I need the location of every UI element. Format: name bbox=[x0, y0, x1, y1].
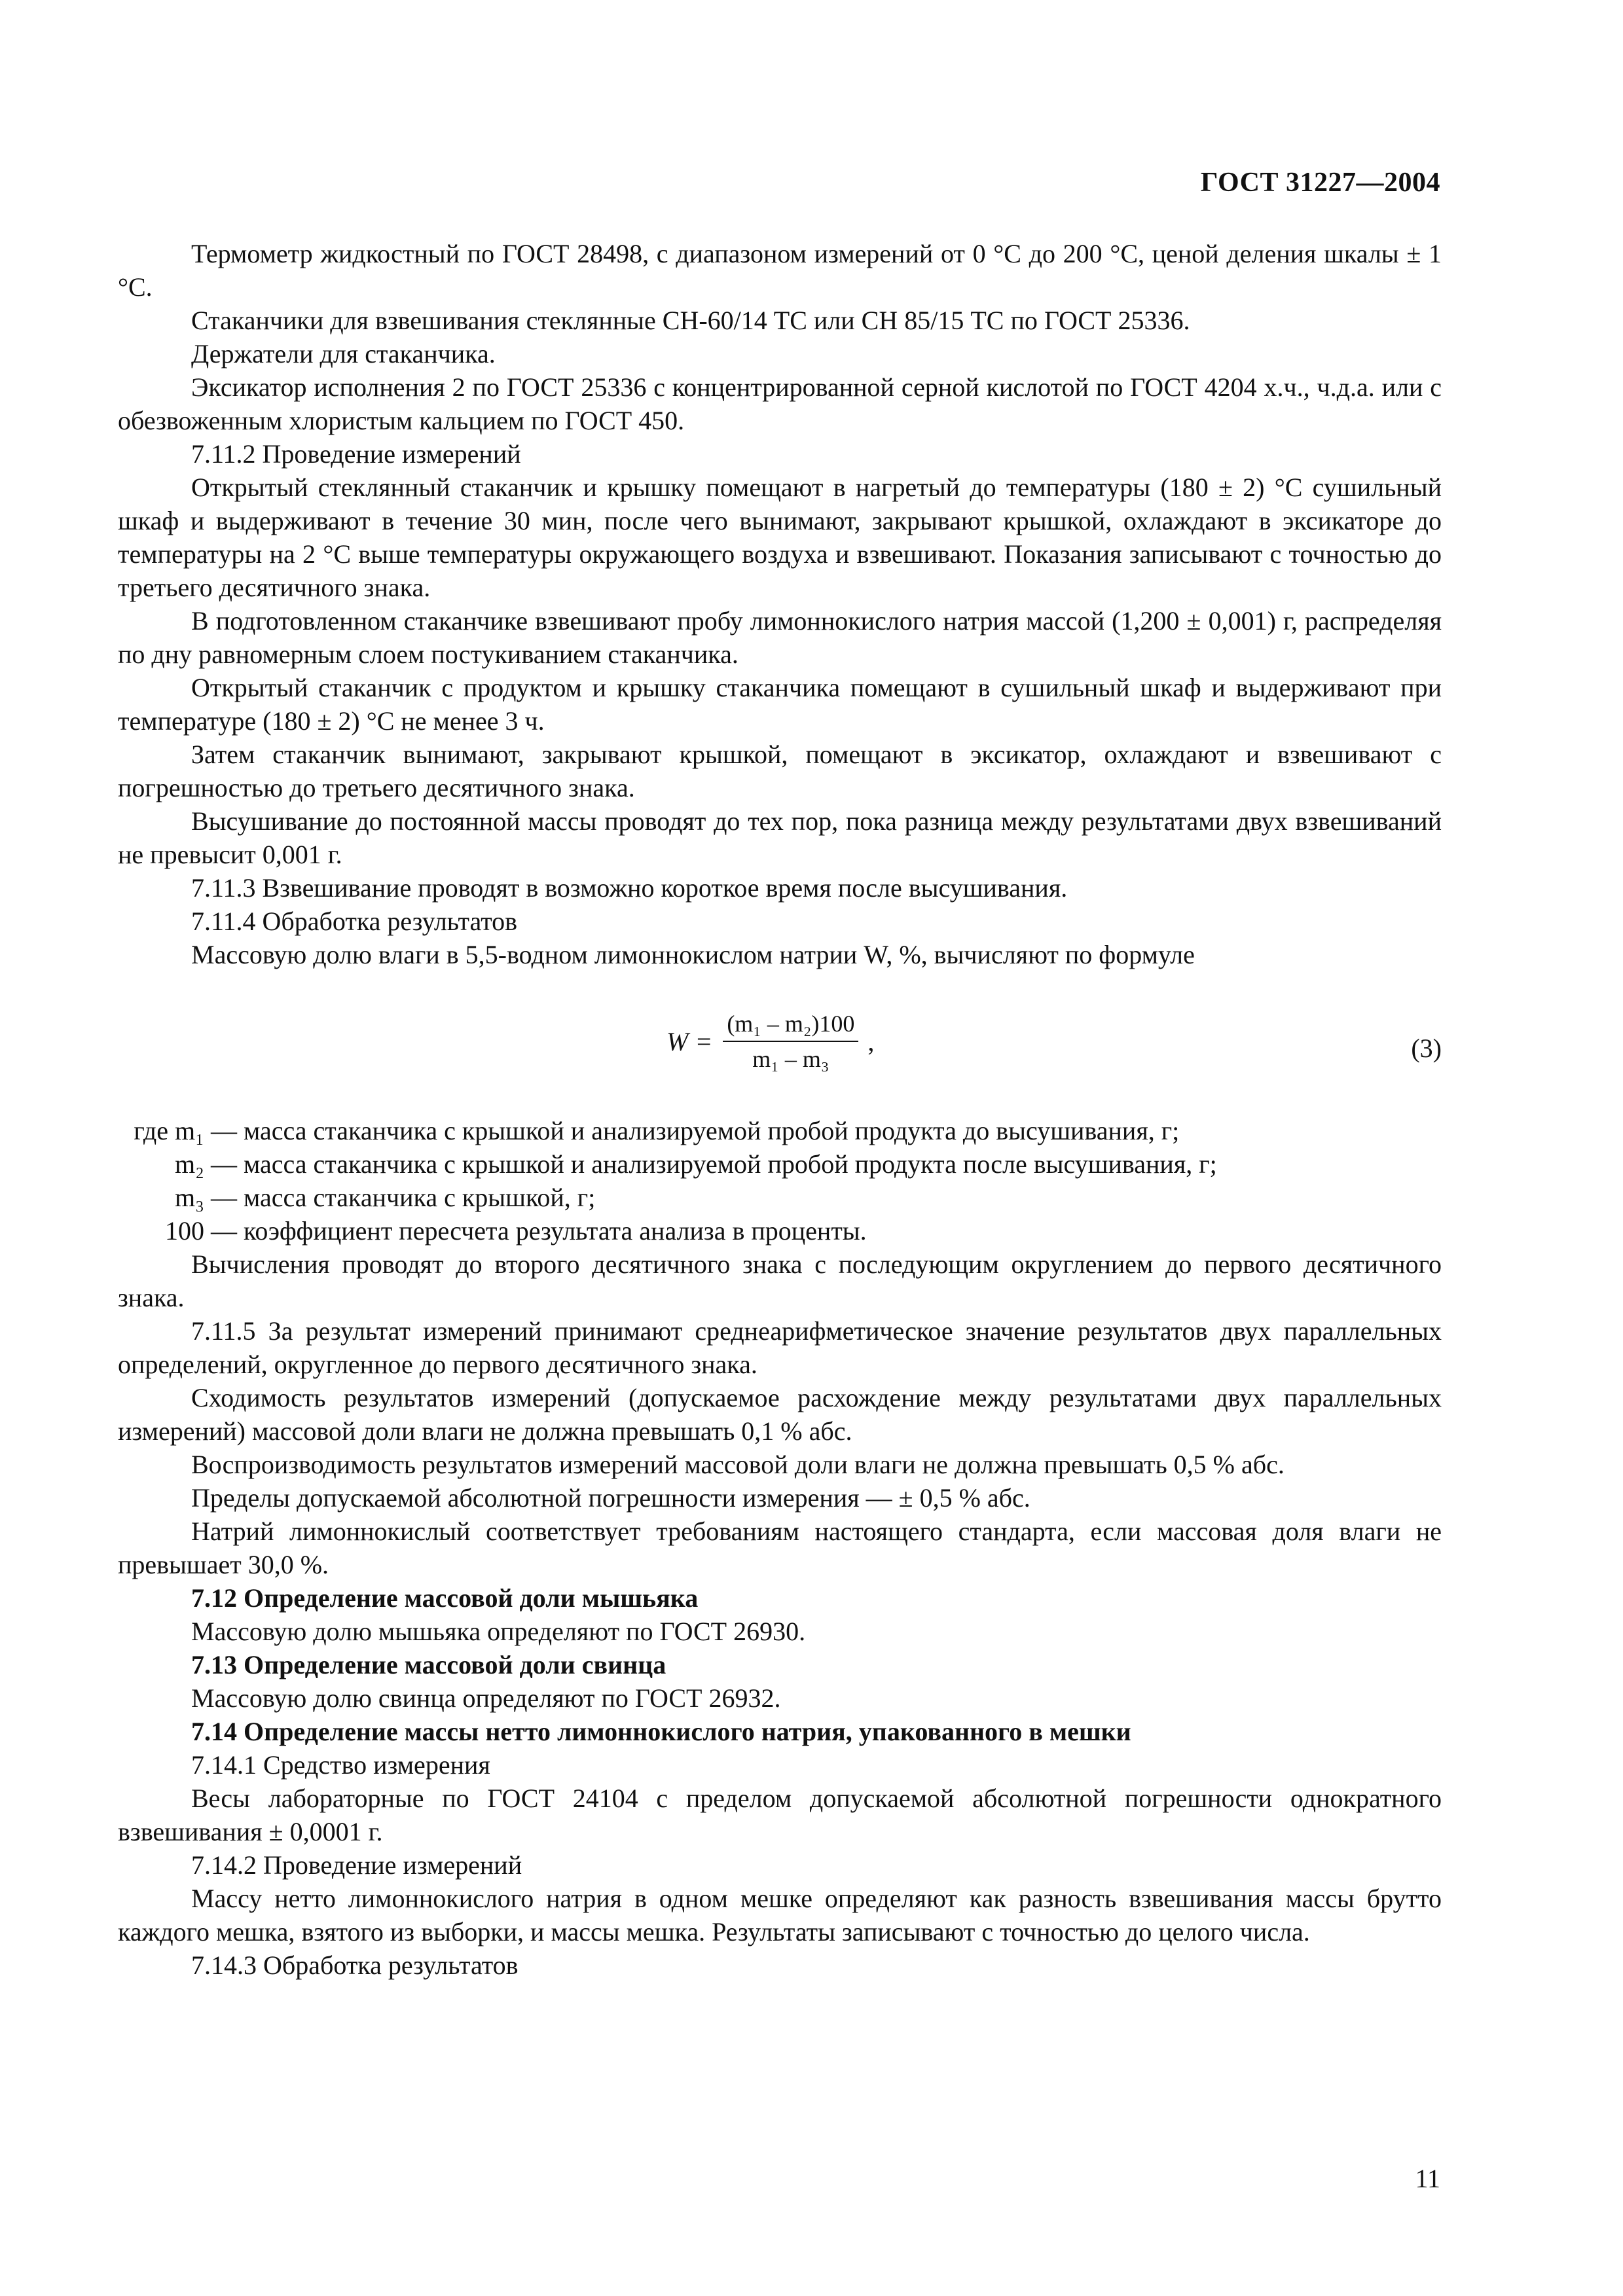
definition-row bbox=[118, 1214, 1442, 1247]
section-heading: 7.11.2 Проведение измерений bbox=[191, 439, 521, 469]
section-heading: 7.12 Определение массовой доли мышьяка bbox=[191, 1583, 699, 1613]
paragraph: 7.14.3 Обработка результатов bbox=[191, 1950, 519, 1980]
formula-block bbox=[118, 997, 1442, 1096]
paragraph: Сходимость результатов измерений (допускаемое расхождение между результатами двух параллельных измерений) массовой доли влаги не должна превышать 0,1 % абс. bbox=[118, 1383, 1442, 1446]
paragraph: Массовую долю влаги в 5,5-водном лимоннокислом натрии W, %, вычисляют по формуле bbox=[191, 940, 1195, 969]
formula-denominator: m₁ – m₃ bbox=[752, 1046, 830, 1072]
section-heading: 7.14 Определение массы нетто лимоннокислого натрия, упакованного в мешки bbox=[191, 1717, 1131, 1746]
formula-lhs: W = bbox=[666, 1026, 713, 1056]
paragraph: Затем стаканчик вынимают, закрывают крышкой, помещают в эксикатор, охлаждают и взвешивают с погрешностью до третьего десятичного знака. bbox=[118, 740, 1442, 802]
definition-row bbox=[118, 1147, 1442, 1181]
paragraph: Натрий лимоннокислый соответствует требованиям настоящего стандарта, если массовая доля влаги не превышает 30,0 %. bbox=[118, 1516, 1442, 1579]
variable-definitions bbox=[118, 1114, 1442, 1247]
section-heading: 7.13 Определение массовой доли свинца bbox=[191, 1650, 666, 1679]
formula-trailing: , bbox=[867, 1026, 875, 1056]
bottom-paragraphs bbox=[118, 1247, 1442, 1982]
paragraph: Массовую долю свинца определяют по ГОСТ 26932. bbox=[191, 1683, 781, 1713]
paragraph: Массовую долю мышьяка определяют по ГОСТ 26930. bbox=[191, 1617, 806, 1646]
paragraph: Открытый стеклянный стаканчик и крышку помещают в нагретый до температуры (180 ± 2) °С сушильный шкаф и выдерживают в течение 30 мин, после чего вынимают, закрывают крышкой, охлаждают в эксикаторе до температуры на 2 °С выше температуры окружающего воздуха и взвешивают. Показания записывают с точностью до третьего десятичного знака. bbox=[118, 473, 1442, 602]
definition-term: m₃ — bbox=[174, 1183, 237, 1212]
definition-text: коэффициент пересчета результата анализа в проценты. bbox=[244, 1216, 867, 1246]
paragraph: 7.11.5 За результат измерений принимают среднеарифметическое значение результатов двух параллельных определений, округленное до первого десятичного знака. bbox=[118, 1316, 1442, 1379]
formula-numerator: (m₁ – m₂)100 bbox=[723, 1009, 858, 1042]
paragraph: Вычисления проводят до второго десятичного знака с последующим округлением до первого десятичного знака. bbox=[118, 1249, 1442, 1312]
paragraph: Весы лабораторные по ГОСТ 24104 с пределом допускаемой абсолютной погрешности однократного взвешивания ± 0,0001 г. bbox=[118, 1784, 1442, 1846]
document-id-header: ГОСТ 31227—2004 bbox=[1200, 168, 1440, 198]
definition-row bbox=[118, 1114, 1442, 1147]
section-heading: 7.11.3 Взвешивание проводят в возможно короткое время после высушивания. bbox=[191, 873, 1068, 903]
paragraph: Воспроизводимость результатов измерений массовой доли влаги не должна превышать 0,5 % абс. bbox=[191, 1450, 1285, 1479]
paragraph: Открытый стаканчик с продуктом и крышку стаканчика помещают в сушильный шкаф и выдерживают при температуре (180 ± 2) °С не менее 3 ч. bbox=[118, 673, 1442, 736]
top-paragraphs bbox=[118, 237, 1442, 971]
paragraph: 7.14.1 Средство измерения bbox=[191, 1750, 490, 1780]
paragraph: Эксикатор исполнения 2 по ГОСТ 25336 с концентрированной серной кислотой по ГОСТ 4204 х.ч., ч.д.а. или с обезвоженным хлористым кальцием по ГОСТ 450. bbox=[118, 372, 1442, 435]
page-content bbox=[118, 237, 1442, 1982]
definition-term: где m₁ — bbox=[134, 1116, 237, 1145]
paragraph: Массу нетто лимоннокислого натрия в одном мешке определяют как разность взвешивания массы брутто каждого мешка, взятого из выборки, и массы мешка. Результаты записывают с точностью до целого числа. bbox=[118, 1884, 1442, 1946]
paragraph: Термометр жидкостный по ГОСТ 28498, с диапазоном измерений от 0 °С до 200 °С, ценой деления шкалы ± 1 °С. bbox=[118, 239, 1442, 302]
formula-equation bbox=[666, 1009, 874, 1073]
definition-term: m₂ — bbox=[174, 1149, 237, 1179]
paragraph: Пределы допускаемой абсолютной погрешности измерения — ± 0,5 % абс. bbox=[191, 1483, 1030, 1513]
paragraph: Держатели для стаканчика. bbox=[191, 339, 496, 368]
formula-number: (3) bbox=[1411, 1033, 1442, 1063]
definition-term: 100 — bbox=[165, 1216, 237, 1246]
paragraph: Стаканчики для взвешивания стеклянные СН-60/14 ТС или СН 85/15 ТС по ГОСТ 25336. bbox=[191, 306, 1190, 335]
paragraph: 7.14.2 Проведение измерений bbox=[191, 1850, 522, 1880]
formula-fraction bbox=[723, 1009, 858, 1073]
page-number: 11 bbox=[1415, 2164, 1440, 2193]
section-heading: 7.11.4 Обработка результатов bbox=[191, 906, 518, 936]
paragraph: В подготовленном стаканчике взвешивают пробу лимоннокислого натрия массой (1,200 ± 0,001) г, распределяя по дну равномерным слоем постукиванием стаканчика. bbox=[118, 606, 1442, 669]
paragraph: Высушивание до постоянной массы проводят до тех пор, пока разница между результатами двух взвешиваний не превысит 0,001 г. bbox=[118, 806, 1442, 869]
definition-text: масса стаканчика с крышкой и анализируемой пробой продукта до высушивания, г; bbox=[244, 1116, 1180, 1145]
definition-text: масса стаканчика с крышкой и анализируемой пробой продукта после высушивания, г; bbox=[244, 1149, 1217, 1179]
definition-row bbox=[118, 1181, 1442, 1214]
definition-text: масса стаканчика с крышкой, г; bbox=[244, 1183, 596, 1212]
